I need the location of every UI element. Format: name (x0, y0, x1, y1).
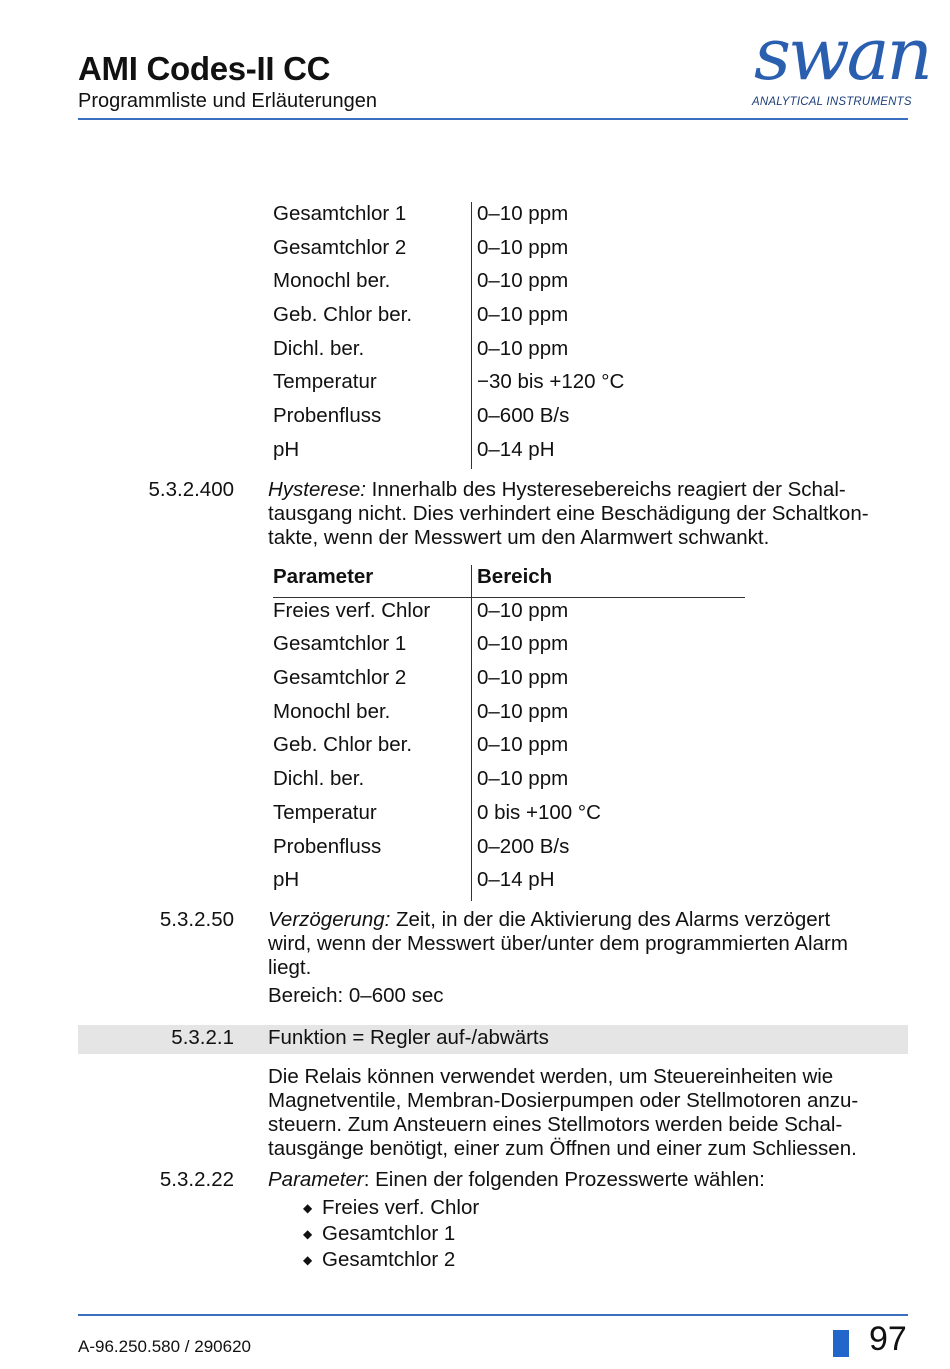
verzoegerung-paragraph (268, 908, 898, 980)
column-header-parameter: Parameter (273, 565, 374, 588)
parameter-cell: Monochl ber. (273, 269, 391, 293)
paragraph-line: Zeit, in der die Aktivierung des Alarms verzögert (390, 908, 831, 931)
section-heading: Funktion = Regler auf-/abwärts (268, 1026, 549, 1049)
parameter-cell: pH (273, 868, 300, 892)
column-divider (471, 565, 472, 901)
range-cell: 0–10 ppm (477, 666, 569, 690)
parameter-cell: Gesamtchlor 2 (273, 235, 407, 259)
paragraph-line: tausgang nicht. Dies verhindert eine Beschädigung der Schaltkon- (268, 502, 869, 525)
section-number: 5.3.2.22 (159, 1168, 234, 1191)
logo-tagline: ANALYTICAL INSTRUMENTS (752, 96, 912, 108)
document-title: AMI Codes-II CC (78, 50, 331, 87)
range-cell: 0–10 ppm (477, 767, 569, 791)
range-cell: −30 bis +120 °C (477, 370, 625, 394)
range-cell: 0–10 ppm (477, 303, 569, 327)
parameter-cell: Probenfluss (273, 834, 382, 858)
list-item-label: Freies verf. Chlor (322, 1196, 480, 1219)
paragraph-line: steuern. Zum Ansteuern eines Stellmotors werden beide Schal- (268, 1113, 843, 1136)
document-number: A-96.250.580 / 290620 (78, 1337, 251, 1356)
parameter-cell: Gesamtchlor 1 (273, 202, 407, 225)
relais-paragraph (268, 1065, 898, 1161)
list-item (303, 1222, 479, 1248)
list-item (303, 1196, 479, 1222)
parameter-cell: Geb. Chlor ber. (273, 303, 413, 327)
swan-logo (752, 12, 930, 112)
document-subtitle: Programmliste und Erläuterungen (78, 90, 378, 112)
section-number: 5.3.2.1 (171, 1026, 234, 1049)
range-cell: 0–10 ppm (477, 733, 569, 757)
paragraph-line: Magnetventile, Membran-Dosierpumpen oder Stellmotoren anzu- (268, 1089, 859, 1112)
range-cell: 0–200 B/s (477, 834, 570, 858)
range-cell: 0–600 B/s (477, 404, 570, 428)
logo-wordmark: swan (754, 12, 930, 96)
list-item (303, 1248, 479, 1274)
paragraph-text: : Einen der folgenden Prozesswerte wählen: (363, 1168, 765, 1191)
range-cell: 0–10 ppm (477, 699, 569, 723)
range-cell: 0–10 ppm (477, 598, 569, 622)
parameter-cell: Probenfluss (273, 404, 382, 428)
range-cell: 0–10 ppm (477, 269, 569, 293)
column-header-bereich: Bereich (477, 565, 553, 588)
parameter-cell: Gesamtchlor 2 (273, 666, 407, 690)
section-number: 5.3.2.50 (159, 908, 234, 931)
list-item-label: Gesamtchlor 2 (322, 1248, 456, 1271)
parameter-cell: Freies verf. Chlor (273, 598, 431, 622)
range-cell: 0–10 ppm (477, 235, 569, 259)
section-number: 5.3.2.400 (148, 478, 234, 501)
range-cell: 0 bis +100 °C (477, 800, 601, 824)
range-cell: 0–10 ppm (477, 202, 569, 225)
diamond-bullet-icon: ◆ (303, 1227, 313, 1241)
diamond-bullet-icon: ◆ (303, 1201, 313, 1215)
footer-rule (78, 1314, 908, 1316)
page-marker (833, 1330, 849, 1357)
range-cell: 0–10 ppm (477, 632, 569, 656)
range-line: Bereich: 0–600 sec (268, 984, 444, 1007)
diamond-bullet-icon: ◆ (303, 1253, 313, 1267)
parameter-cell: Dichl. ber. (273, 336, 365, 360)
parameter-cell: Dichl. ber. (273, 767, 365, 791)
page-number: 97 (869, 1320, 907, 1358)
range-cell: 0–14 pH (477, 868, 555, 892)
paragraph-line: takte, wenn der Messwert um den Alarmwert schwankt. (268, 526, 770, 549)
paragraph-line: Die Relais können verwendet werden, um Steuereinheiten wie (268, 1065, 834, 1088)
paragraph-line: wird, wenn der Messwert über/unter dem programmierten Alarm (268, 932, 848, 955)
paragraph-line: Innerhalb des Hysteresebereichs reagiert der Schal- (365, 478, 846, 501)
term-label: Parameter (268, 1168, 364, 1191)
parameter-cell: pH (273, 437, 300, 461)
hysterese-paragraph (268, 478, 898, 550)
parameter-cell: Gesamtchlor 1 (273, 632, 407, 656)
parameter-cell: Temperatur (273, 800, 377, 824)
column-divider (471, 202, 472, 469)
parameter-cell: Monochl ber. (273, 699, 391, 723)
term-label: Verzögerung: (268, 908, 391, 931)
list-item-label: Gesamtchlor 1 (322, 1222, 456, 1245)
term-label: Hysterese: (268, 478, 366, 501)
parameter-cell: Temperatur (273, 370, 377, 394)
range-cell: 0–10 ppm (477, 336, 569, 360)
parameter-paragraph (268, 1168, 898, 1192)
header-rule (78, 118, 908, 120)
paragraph-line: tausgänge benötigt, einer zum Öffnen und einer zum Schliessen. (268, 1137, 857, 1160)
parameter-cell: Geb. Chlor ber. (273, 733, 413, 757)
paragraph-line: liegt. (268, 956, 312, 979)
range-cell: 0–14 pH (477, 437, 555, 461)
parameter-list (303, 1196, 479, 1274)
